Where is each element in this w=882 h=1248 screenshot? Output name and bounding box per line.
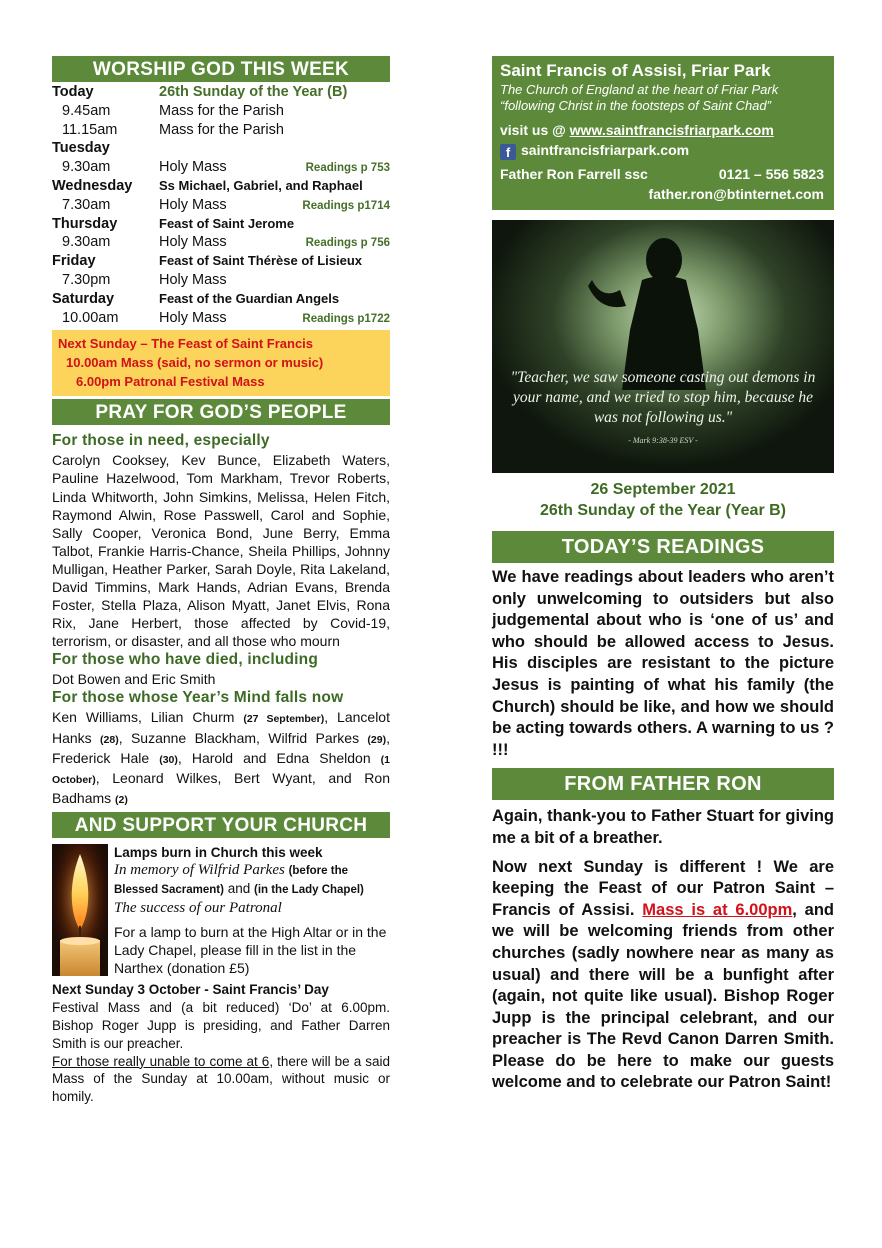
success-text: The success of our Patronal: [114, 900, 282, 917]
schedule-desc: [159, 102, 390, 121]
schedule-desc: [159, 139, 390, 158]
priest-name: Father Ron Farrell ssc: [500, 166, 648, 182]
mind-text: , Suzanne Blackham, Wilfrid Parkes: [118, 729, 368, 746]
schedule-row: [52, 83, 390, 102]
next-sunday-mass-2: 6.00pm Patronal Festival Mass: [76, 374, 265, 390]
schedule-day: Saturday: [52, 290, 115, 307]
p2-start: Now next Sunday is different ! We are keeping the Feast of our Patron Saint – Francis of Assisi.: [492, 857, 834, 919]
readings-header: TODAY’S READINGS: [492, 531, 834, 563]
schedule-row: [52, 215, 390, 234]
left-column: [52, 56, 390, 1106]
mind-text: , Leonard Wilkes, Bert Wyant, and Ron Badhams: [52, 769, 390, 806]
date-line: 26 September 2021: [590, 481, 736, 498]
and-text: and: [223, 881, 254, 897]
schedule-row: [52, 139, 390, 158]
schedule-desc-text: Feast of Saint Thérèse of Lisieux: [159, 253, 362, 269]
schedule-desc-text: Ss Michael, Gabriel, and Raphael: [159, 177, 363, 193]
mind-date: (1 October): [52, 753, 390, 786]
schedule-day: Thursday: [52, 215, 118, 232]
schedule-desc: [159, 309, 390, 328]
father-ron-p2: [492, 857, 834, 1095]
right-column: [492, 56, 834, 1094]
facebook-icon[interactable]: f: [500, 144, 516, 160]
lamps-dedication: [114, 861, 390, 917]
schedule-row: [52, 121, 390, 140]
schedule-desc-text: Holy Mass: [159, 309, 227, 326]
schedule-desc: [159, 177, 390, 196]
date-block: [492, 479, 834, 521]
schedule-desc: [159, 290, 390, 309]
years-mind-heading: For those whose Year’s Mind falls now: [52, 689, 344, 707]
died-heading: For those who have died, including: [52, 651, 319, 669]
lamps-block: [52, 844, 390, 978]
schedule-row: [52, 271, 390, 290]
died-names: Dot Bowen and Eric Smith: [52, 671, 216, 688]
facebook-handle[interactable]: saintfrancisfriarpark.com: [521, 142, 690, 158]
schedule-desc: [159, 233, 390, 252]
mind-date: (30): [159, 753, 178, 766]
schedule-day: Friday: [52, 253, 96, 270]
schedule-desc-text: 26th Sunday of the Year (B): [159, 84, 348, 100]
schedule-desc-text: Holy Mass: [159, 271, 227, 288]
schedule-time: 11.15am: [62, 121, 118, 138]
unable-notice: [52, 1053, 390, 1106]
lamps-heading: Lamps burn in Church this week: [114, 844, 323, 860]
father-ron-p1: Again, thank-you to Father Stuart for giving me a bit of a breather.: [492, 807, 834, 847]
readings-body: We have readings about leaders who aren’t only unwelcoming to outsiders but also judgemental about who is ‘one of us’ and who should be allowed access to Jesus. His disciples are resistant to the picture Jesus is painting of what his family (the Church) should be like, and how we should be acting towards others. A warning to us ? !!!: [492, 568, 834, 759]
mind-date: (28): [100, 733, 119, 746]
quote-source: - Mark 9:38-39 ESV -: [628, 436, 698, 445]
schedule-time: 10.00am: [62, 309, 119, 326]
mind-date: (27 September): [243, 713, 325, 726]
parish-name: Saint Francis of Assisi, Friar Park: [500, 61, 771, 80]
schedule-row: [52, 233, 390, 252]
schedule-time: 9.30am: [62, 234, 111, 251]
memory-text: In memory of Wilfrid Parkes: [114, 862, 285, 879]
support-header: AND SUPPORT YOUR CHURCH: [52, 812, 390, 838]
schedule-day: Wednesday: [52, 177, 133, 194]
need-heading: For those in need, especially: [52, 432, 270, 450]
schedule-desc-text: Holy Mass: [159, 196, 227, 213]
schedule-readings: Readings p 756: [305, 237, 390, 250]
schedule-desc: [159, 252, 390, 271]
phone-number: 0121 – 556 5823: [718, 166, 824, 182]
next-sunday-notice: [52, 981, 390, 1106]
schedule-row: [52, 290, 390, 309]
schedule-desc: [159, 215, 390, 234]
schedule-readings: Readings p 753: [305, 162, 390, 175]
schedule-desc-text: Holy Mass: [159, 159, 227, 176]
lady-chapel-location: (in the Lady Chapel): [253, 884, 364, 897]
years-mind-names: [52, 708, 390, 808]
unable-rest: , there will be a said Mass of the Sunday at 10.00am, without music or homily.: [52, 1053, 391, 1105]
schedule-time: 9.30am: [62, 159, 111, 176]
mind-text: , Harold and Edna Sheldon: [177, 749, 381, 766]
schedule-desc: [159, 83, 390, 102]
next-sunday-body: Festival Mass and (a bit reduced) ‘Do’ at 6.00pm. Bishop Roger Jupp is presiding, and Father Darren Smith is our preacher.: [52, 1000, 390, 1051]
schedule-row: [52, 102, 390, 121]
next-sunday-heading: Next Sunday 3 October - Saint Francis’ Day: [52, 982, 329, 998]
schedule-desc: [159, 158, 390, 177]
schedule-time: 9.45am: [62, 102, 111, 119]
schedule-desc-text: Holy Mass: [159, 234, 227, 251]
lamp-info: For a lamp to burn at the High Altar or in the Lady Chapel, please fill in the list in the Narthex (donation £5): [114, 924, 387, 977]
facebook-row: [500, 140, 824, 160]
scripture-quote: [492, 368, 834, 451]
visit-label: visit us @: [500, 122, 570, 138]
candle-flame-icon: [52, 844, 108, 976]
sunday-line: 26th Sunday of the Year (Year B): [539, 502, 786, 519]
unable-underlined: For those really unable to come at 6: [52, 1053, 270, 1069]
next-sunday-box: [52, 330, 390, 396]
candle-image: [52, 844, 108, 976]
schedule-readings: Readings p1714: [302, 199, 390, 212]
schedule-row: [52, 196, 390, 215]
next-sunday-mass-1: 10.00am Mass (said, no sermon or music): [66, 355, 324, 371]
worship-header: WORSHIP GOD THIS WEEK: [52, 56, 390, 82]
schedule-row: [52, 309, 390, 328]
website-link[interactable]: www.saintfrancisfriarpark.com: [569, 122, 774, 138]
scripture-photo: [492, 220, 834, 473]
father-ron-header: FROM FATHER RON: [492, 768, 834, 800]
need-names: Carolyn Cooksey, Kev Bunce, Elizabeth Waters, Pauline Hazelwood, Tom Markham, Trevor Roberts, Linda Whitworth, John Simkins, Melissa, Helen Fitch, Raymond Alwin, Rose Passwell, Carol and Sophie, Sally Cooper, Veronica Bond, June Berry, Emma Talbot, Frankie Harris-Chance, Sheila Phillips, Johnny Mulligan, Heather Parker, Sarah Doyle, Rita Lakeland, David Timmins, Mark Hands, Adrian Evans, Brenda Foster, Stella Plaza, Alison Myatt, Janet Elvis, Rona Rix, Jane Herbert, those affected by Covid-19, terrorism, or disaster, and all those who mourn: [52, 452, 390, 650]
schedule-day: Tuesday: [52, 140, 110, 157]
priest-row: [500, 164, 824, 184]
schedule-desc: [159, 196, 390, 215]
schedule-desc: [159, 271, 390, 290]
quote-text: "Teacher, we saw someone casting out demons in your name, and we tried to stop him, because he was not following us.": [510, 369, 816, 426]
schedule-readings: Readings p1722: [302, 312, 390, 325]
schedule-time: 7.30pm: [62, 271, 111, 288]
email-address[interactable]: father.ron@btinternet.com: [648, 186, 824, 202]
schedule-desc-text: Feast of the Guardian Angels: [159, 290, 340, 306]
pray-section: [52, 431, 390, 809]
mind-text: , Lancelot Hanks: [52, 709, 390, 746]
parish-motto: “following Christ in the footsteps of Saint Chad”: [500, 98, 771, 113]
mass-time-highlight: Mass is at 6.00pm: [642, 900, 793, 919]
mind-text: , Frederick Hale: [52, 729, 390, 766]
schedule-desc-text: Mass for the Parish: [159, 121, 284, 138]
memory-location: (before the Blessed Sacrament): [114, 865, 348, 897]
mind-date: (2): [115, 793, 128, 806]
worship-schedule: [52, 83, 390, 327]
website-row: [500, 120, 824, 140]
schedule-row: [52, 177, 390, 196]
parish-info-box: [492, 56, 834, 210]
lamps-text: [114, 844, 390, 978]
p2-end: , and we will be welcoming friends from other churches (sadly nowhere near as many as usual) and there will be a bunfight after (again, not quite like usual). Bishop Roger Jupp is the principal celebrant, and our preacher is The Revd Canon Darren Smith. Please do be here to make our guests welcome and to celebrate our Patron Saint!: [492, 900, 835, 1092]
parish-tagline: The Church of England at the heart of Friar Park: [500, 82, 779, 97]
next-sunday-title: Next Sunday – The Feast of Saint Francis: [58, 336, 314, 352]
schedule-row: [52, 158, 390, 177]
pray-header: PRAY FOR GOD’S PEOPLE: [52, 399, 390, 425]
schedule-desc: [159, 121, 390, 140]
schedule-day: Today: [52, 84, 94, 100]
schedule-row: [52, 252, 390, 271]
schedule-time: 7.30am: [62, 196, 111, 213]
schedule-desc-text: Feast of Saint Jerome: [159, 215, 295, 231]
mind-text: Ken Williams, Lilian Churm: [52, 709, 244, 726]
schedule-desc-text: Mass for the Parish: [159, 102, 284, 119]
mind-date: (29): [367, 733, 387, 746]
email-row: [500, 184, 824, 204]
